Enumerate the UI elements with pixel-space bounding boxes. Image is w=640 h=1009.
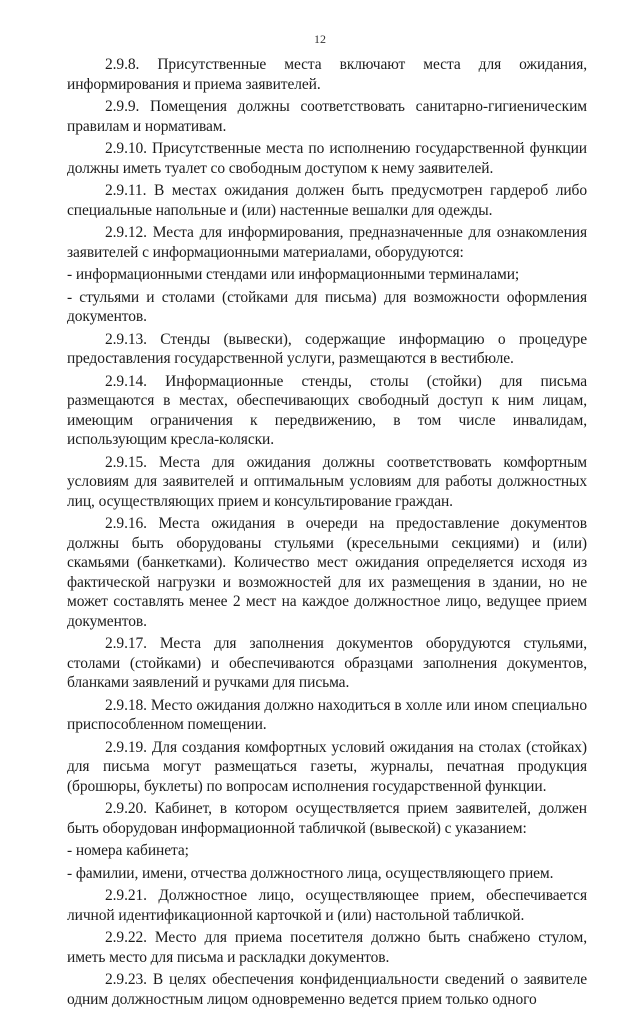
- paragraph: 2.9.15. Места для ожидания должны соответствовать комфортным условиям для заявителей и оптимальным условиям для работы должностных лиц, осуществляющих прием и консультирование граждан.: [67, 453, 587, 510]
- paragraph: 2.9.13. Стенды (вывески), содержащие информацию о процедуре предоставления государственной услуги, размещаются в вестибюле.: [67, 330, 587, 367]
- paragraph: 2.9.17. Места для заполнения документов оборудуются стульями, столами (стойками) и обеспечиваются образцами заполнения документов, бланками заявлений и ручками для письма.: [67, 635, 587, 691]
- page-number: 12: [314, 32, 326, 46]
- list-item: - номера кабинета;: [67, 842, 189, 859]
- paragraph: 2.9.19. Для создания комфортных условий ожидания на столах (стойках) для письма могут размещаться газеты, журналы, печатная продукция (брошюры, буклеты) по вопросам исполнения государственной функции.: [67, 738, 587, 795]
- paragraph: 2.9.10. Присутственные места по исполнению государственной функции должны иметь туалет со свободным доступом к нему заявителей.: [67, 140, 587, 177]
- paragraph: 2.9.20. Кабинет, в котором осуществляется прием заявителей, должен быть оборудован информационной табличкой (вывеской) с указанием:: [67, 800, 587, 837]
- paragraph: 2.9.18. Место ожидания должно находиться в холле или ином специально приспособленном помещении.: [67, 696, 587, 733]
- list-item: - информационными стендами или информационными терминалами;: [67, 266, 520, 283]
- paragraph: 2.9.12. Места для информирования, предназначенные для ознакомления заявителей с информационными материалами, оборудуются:: [67, 224, 587, 261]
- list-item: - фамилии, имени, отчества должностного лица, осуществляющего прием.: [67, 864, 554, 882]
- paragraph: 2.9.11. В местах ожидания должен быть предусмотрен гардероб либо специальные напольные и (или) настенные вешалки для одежды.: [67, 182, 587, 219]
- paragraph: 2.9.9. Помещения должны соответствовать санитарно-гигиеническим правилам и нормативам.: [67, 98, 587, 135]
- list-item: - стульями и столами (стойками для письма) для возможности оформления документов.: [67, 288, 587, 325]
- paragraph: 2.9.23. В целях обеспечения конфиденциальности сведений о заявителе одним должностным лицом одновременно ведется прием только одного: [67, 971, 587, 1008]
- paragraph: 2.9.21. Должностное лицо, осуществляющее прием, обеспечивается личной идентификационной карточкой и (или) настольной табличкой.: [67, 887, 587, 924]
- paragraph: 2.9.14. Информационные стенды, столы (стойки) для письма размещаются в местах, обеспечивающих свободный доступ к ним лицам, имеющим ограничения к передвижению, в том числе инвалидам, использующим кресла-коляски.: [67, 372, 587, 448]
- paragraph: 2.9.8. Присутственные места включают места для ожидания, информирования и приема заявителей.: [67, 56, 587, 93]
- paragraph: 2.9.22. Место для приема посетителя должно быть снабжено стулом, иметь место для письма и раскладки документов.: [67, 929, 587, 966]
- paragraph: 2.9.16. Места ожидания в очереди на предоставление документов должны быть оборудованы стульями (кресельными секциями) и (или) скамьями (банкетками). Количество мест ожидания определяется исходя из фактической нагрузки и возможностей для их размещения в здании, но не может составлять менее 2 мест на каждое должностное лицо, ведущее прием документов.: [67, 515, 587, 630]
- document-body: [67, 55, 587, 1009]
